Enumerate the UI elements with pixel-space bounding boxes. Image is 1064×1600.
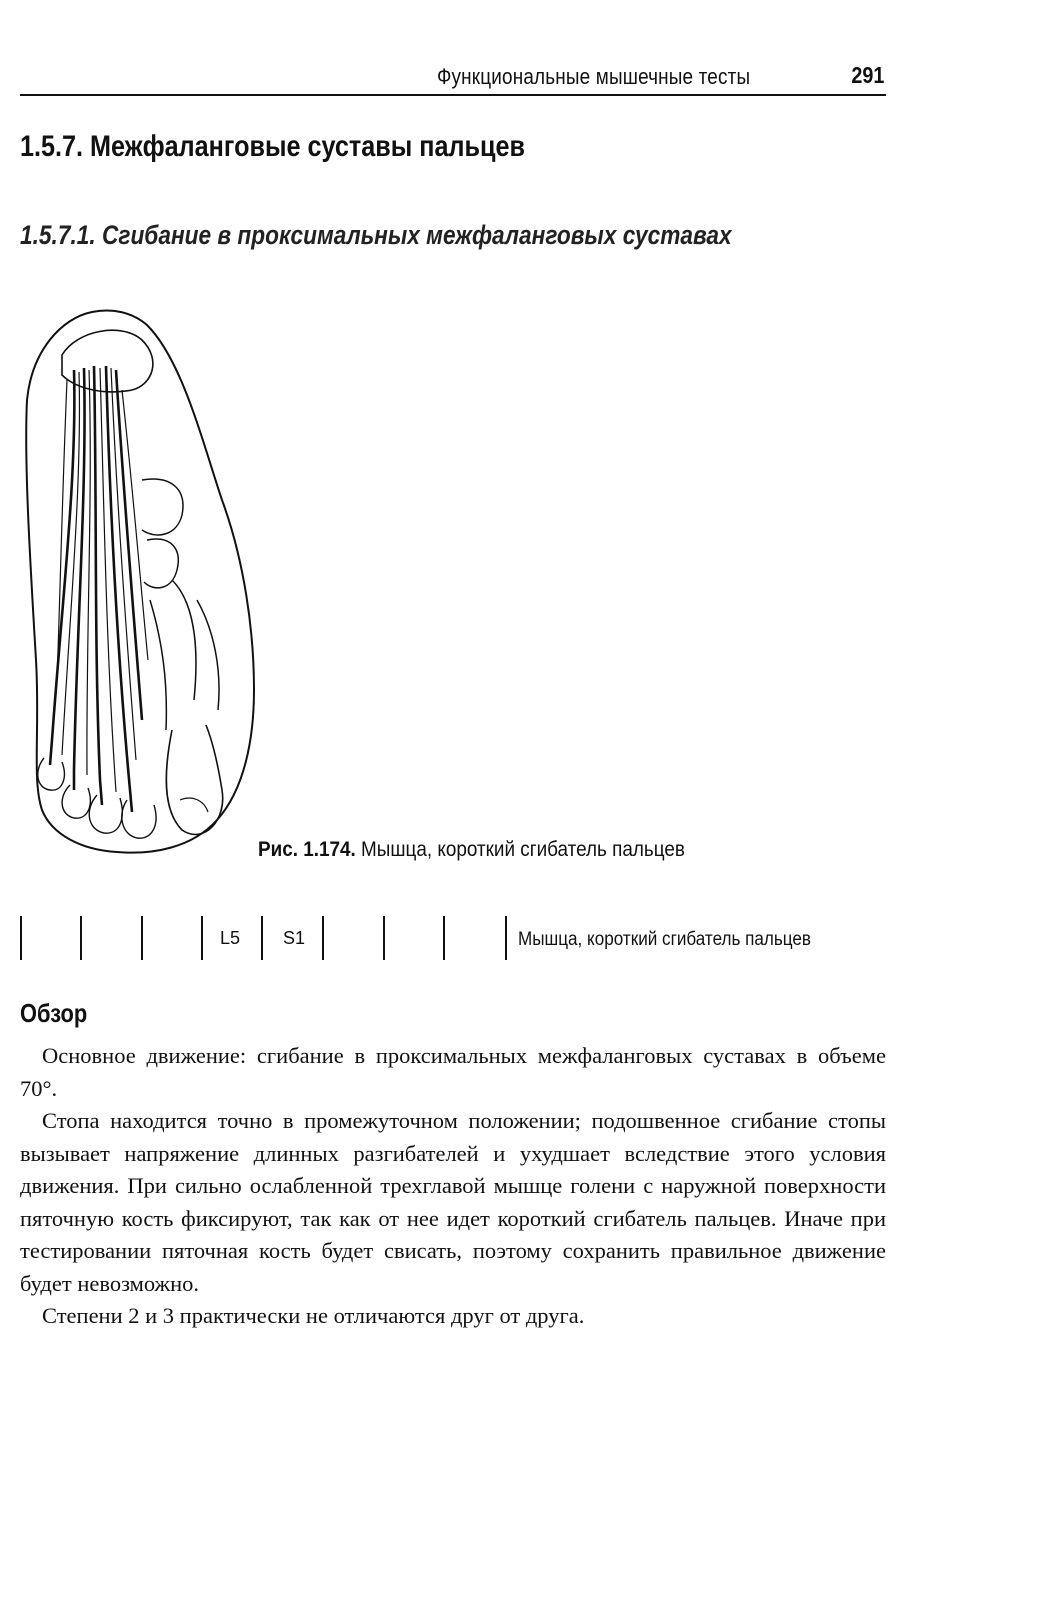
overview-paragraph: Степени 2 и 3 практически не отличаются друг от друга. [42,1303,585,1328]
segment-divider [80,916,82,960]
figure-caption-text: Мышца, короткий сгибатель пальцев [361,838,685,861]
segment-divider [201,916,203,960]
overview-paragraph: Стопа находится точно в промежуточном положении; подошвенное сгибание стопы вызывает напряжение длинных разгибателей и ухудшает вследствие этого условия движения. При сильно ослабленной трехглавой мышце голени с наружной поверхности пяточную кость фиксируют, так как от нее идет короткий сгибатель пальцев. Иначе при тестировании пяточная кость будет свисать, поэтому сохранить правильное движение будет невозможно. [20,1108,886,1296]
overview-paragraph: Основное движение: сгибание в проксимальных межфаланговых суставах в объеме 70°. [20,1043,886,1101]
segment-divider [141,916,143,960]
page-number: 291 [850,62,884,88]
overview-text [20,1040,886,1333]
segment-label-s1: S1 [283,928,306,948]
foot-plantar-drawing [22,300,262,860]
segment-muscle-name: Мышца, короткий сгибатель пальцев [518,929,812,950]
big-toe [166,725,222,834]
figure-caption [258,838,685,862]
section-title: 1.5.7. Межфаланговые суставы пальцев [20,130,526,163]
running-title: Функциональные мышечные тесты [436,64,750,89]
segment-label-l5: L5 [220,928,241,948]
figure-label: Рис. 1.174. [258,838,356,861]
segment-divider [261,916,263,960]
segment-divider [383,916,385,960]
tendon-3 [94,366,102,805]
tendon-1 [50,370,74,765]
subsection-title: 1.5.7.1. Сгибание в проксимальных межфаланговых суставах [20,220,732,250]
overview-heading: Обзор [20,998,88,1028]
segment-divider [20,916,22,960]
running-header [20,58,886,96]
innervation-row [0,912,1064,964]
segment-divider [443,916,445,960]
segment-divider [322,916,324,960]
foot-illustration [22,300,262,860]
segment-divider [505,916,507,960]
